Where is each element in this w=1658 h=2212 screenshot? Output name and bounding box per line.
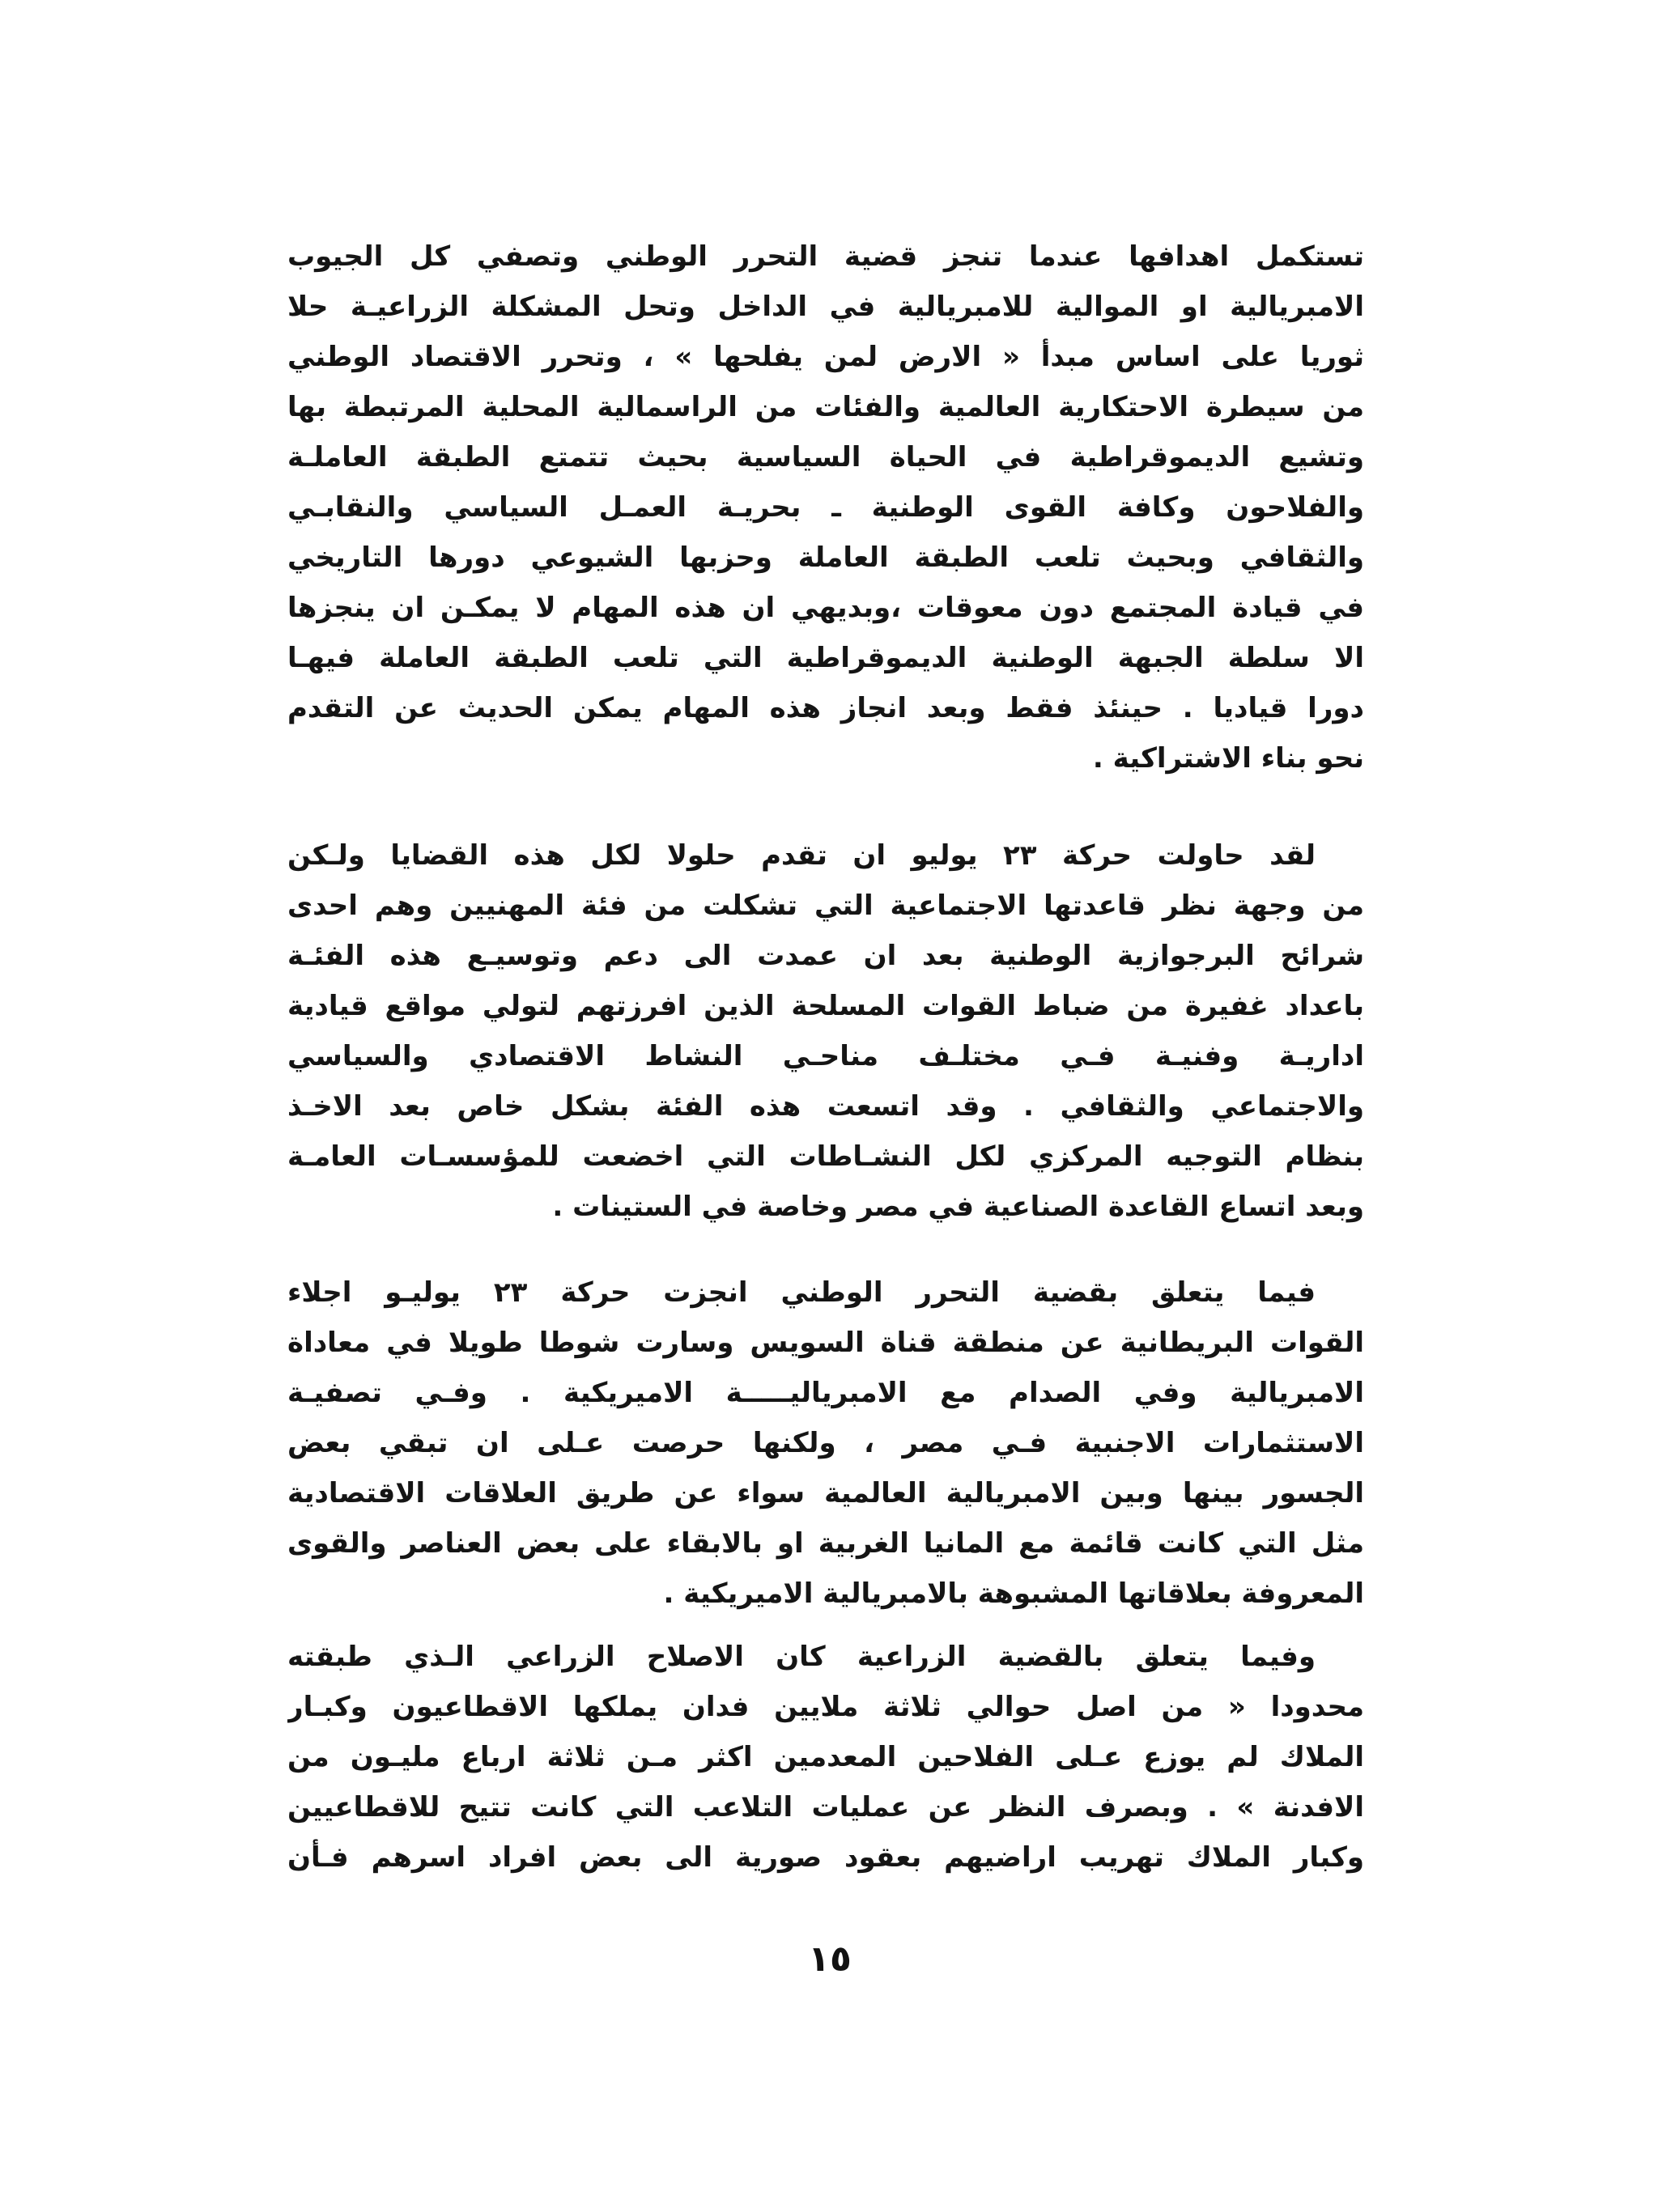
paragraph-3 (287, 1267, 1364, 1619)
text-line: المعروفة بعلاقاتها المشبوهة بالامبريالية الاميريكية . (663, 1577, 1364, 1610)
text-line: الامبريالية او الموالية للامبريالية في الداخل وتحل المشكلة الزراعيـة حلا (287, 291, 1364, 323)
text-line: الامبريالية وفي الصدام مع الامبرياليـــــة الاميريكية . وفـي تصفيـة (287, 1377, 1364, 1409)
text-line: شرائح البرجوازية الوطنية بعد ان عمدت الى دعم وتوسيـع هذه الفئـة (287, 940, 1364, 972)
text-line: باعداد غفيرة من ضباط القوات المسلحة الذين افرزتهم لتولي مواقع قيادية (287, 990, 1364, 1022)
text-line: مثل التي كانت قائمة مع المانيا الغربية او بالابقاء على بعض العناصر والقوى (287, 1527, 1364, 1560)
paragraph-1 (287, 231, 1364, 783)
paragraph-4 (287, 1632, 1364, 1883)
text-line: وبعد اتساع القاعدة الصناعية في مصر وخاصة في الستينات . (552, 1191, 1364, 1223)
text-line: في قيادة المجتمع دون معوقات ،وبديهي ان هذه المهام لا يمكـن ان ينجزها (287, 592, 1364, 624)
text-line: القوات البريطانية عن منطقة قناة السويس وسارت شوطا طويلا في معاداة (287, 1327, 1364, 1359)
text-line: وكبار الملاك تهريب اراضيهم بعقود صورية الى بعض افراد اسرهم فـأن (287, 1841, 1364, 1874)
text-line: الا سلطة الجبهة الوطنية الديموقراطية التي تلعب الطبقة العاملة فيهـا (287, 642, 1364, 674)
text-line: اداريـة وفنيـة فـي مختلـف مناحـي النشاط الاقتصادي والسياسي (287, 1040, 1364, 1072)
text-line: الافدنة » . وبصرف النظر عن عمليات التلاعب التي كانت تتيح للاقطاعيين (287, 1791, 1364, 1824)
text-line: دورا قياديا . حينئذ فقط وبعد انجاز هذه المهام يمكن الحديث عن التقدم (287, 692, 1364, 724)
text-line: والاجتماعي والثقافي . وقد اتسعت هذه الفئة بشكل خاص بعد الاخـذ (287, 1090, 1364, 1123)
text-line: ثوريا على اساس مبدأ « الارض لمن يفلحها » ، وتحرر الاقتصاد الوطني (287, 341, 1364, 373)
text-line: من وجهة نظر قاعدتها الاجتماعية التي تشكلت من فئة المهنيين وهم احدى (287, 889, 1364, 922)
text-line: تستكمل اهدافها عندما تنجز قضية التحرر الوطني وتصفي كل الجيوب (287, 240, 1364, 273)
paragraph-2 (287, 830, 1364, 1232)
text-line: نحو بناء الاشتراكية . (1092, 742, 1364, 775)
text-line: الملاك لم يوزع عـلى الفلاحين المعدمين اكثر مـن ثلاثة ارباع مليـون من (287, 1741, 1364, 1773)
text-line: من سيطرة الاحتكارية العالمية والفئات من الراسمالية المحلية المرتبطة بها (287, 391, 1364, 423)
text-line: الجسور بينها وبين الامبريالية العالمية سواء عن طريق العلاقات الاقتصادية (287, 1477, 1364, 1509)
text-line: الاستثمارات الاجنبية فـي مصر ، ولكنها حرصت عـلى ان تبقي بعض (287, 1427, 1364, 1459)
page-number: ١٥ (808, 1938, 852, 1980)
text-line: فيما يتعلق بقضية التحرر الوطني انجزت حركة ٢٣ يوليـو اجلاء (287, 1276, 1316, 1309)
text-line: وتشيع الديموقراطية في الحياة السياسية بحيث تتمتع الطبقة العاملـة (287, 441, 1364, 473)
text-line: بنظام التوجيه المركزي لكل النشـاطات التي اخضعت للمؤسسـات العامـة (287, 1140, 1364, 1173)
text-line: محدودا « من اصل حوالي ثلاثة ملايين فدان يملكها الاقطاعيون وكبـار (287, 1691, 1364, 1723)
text-line: لقد حاولت حركة ٢٣ يوليو ان تقدم حلولا لكل هذه القضايا ولـكن (287, 839, 1316, 872)
text-line: والفلاحون وكافة القوى الوطنية ـ بحريـة العمـل السياسي والنقابـي (287, 491, 1364, 524)
text-line: وفيما يتعلق بالقضية الزراعية كان الاصلاح الزراعي الـذي طبقته (287, 1641, 1316, 1673)
text-line: والثقافي وبحيث تلعب الطبقة العاملة وحزبها الشيوعي دورها التاريخي (287, 541, 1364, 574)
